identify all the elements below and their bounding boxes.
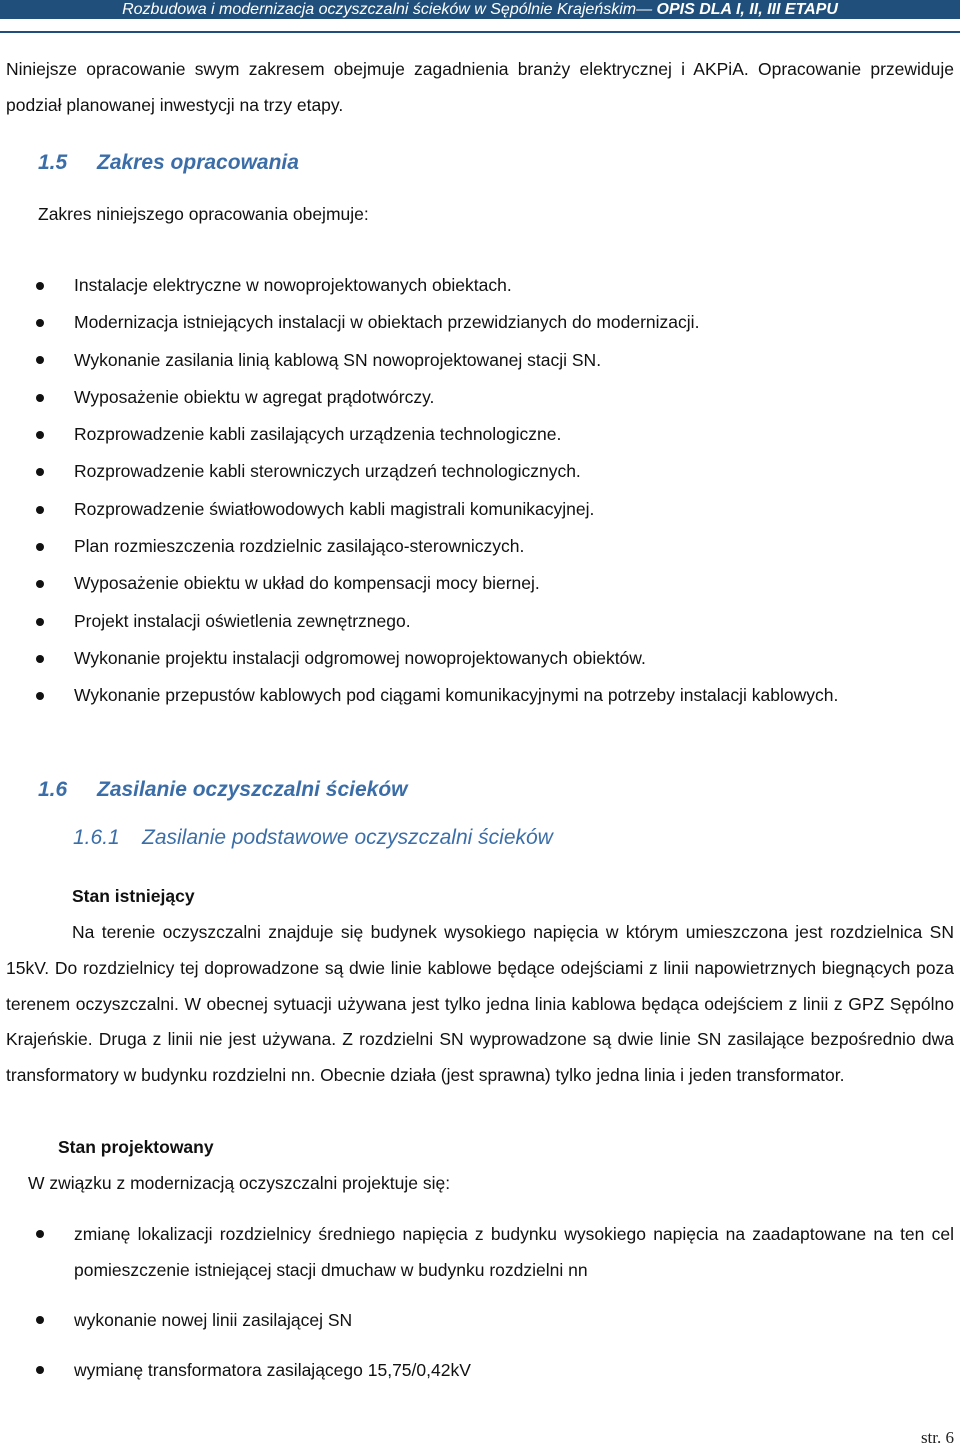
- list-item-text: Instalacje elektryczne w nowoprojektowanych obiektach.: [74, 275, 512, 295]
- list-item: [0, 641, 954, 677]
- bullet-icon: [36, 1366, 44, 1374]
- list-item: [0, 1352, 954, 1388]
- list-item-text: Plan rozmieszczenia rozdzielnic zasilająco-sterowniczych.: [74, 536, 525, 557]
- list-item: [0, 305, 954, 341]
- page-number: str. 6: [920, 1428, 954, 1447]
- list-item: [0, 566, 954, 602]
- list-item-text: zmianę lokalizacji rozdzielnicy średniego napięcia z budynku wysokiego napięcia na zaadaptowane na ten cel pomieszczenie istniejącej stacji dmuchaw w budynku rozdzielni nn: [74, 1224, 954, 1280]
- list-item-text: Wyposażenie obiektu w agregat prądotwórczy.: [74, 386, 435, 407]
- list-item-text: Rozprowadzenie kabli zasilających urządzenia technologiczne.: [74, 424, 562, 445]
- list-item: [0, 268, 954, 304]
- bullet-icon: [36, 282, 44, 290]
- list-item: [0, 678, 954, 714]
- bullet-icon: [36, 394, 44, 402]
- section-lead: Zakres niniejszego opracowania obejmuje:: [38, 204, 369, 224]
- bullet-icon: [36, 618, 44, 626]
- list-item: [0, 380, 954, 416]
- intro-paragraph: Niniejsze opracowanie swym zakresem obejmuje zagadnienia branży elektrycznej i AKPiA. Opracowanie przewiduje podział planowanej inwestycji na trzy etapy.: [6, 59, 954, 115]
- list-item: [0, 492, 954, 528]
- list-item: [0, 1302, 954, 1338]
- list-item: [0, 417, 954, 453]
- list-item-text: Wyposażenie obiektu w układ do kompensacji mocy biernej.: [74, 573, 540, 594]
- list-item-text: Wykonanie przepustów kablowych pod ciągami komunikacyjnymi na potrzeby instalacji kablowych.: [74, 685, 839, 706]
- bullet-icon: [36, 580, 44, 588]
- running-header: [0, 0, 960, 19]
- header-divider: [0, 31, 960, 33]
- bullet-icon: [36, 655, 44, 663]
- list-item-text: wykonanie nowej linii zasilającej SN: [74, 1310, 353, 1330]
- bullet-icon: [36, 319, 44, 327]
- section-number: 1.6: [38, 778, 68, 801]
- subsection-title: Zasilanie podstawowe oczyszczalni ścieków: [142, 826, 553, 849]
- scope-list: [0, 268, 954, 716]
- list-item-text: wymianę transformatora zasilającego 15,75/0,42kV: [74, 1360, 471, 1380]
- bullet-icon: [36, 692, 44, 700]
- list-item: [0, 1216, 954, 1288]
- bullet-icon: [36, 543, 44, 551]
- section-title: Zakres opracowania: [97, 151, 299, 174]
- section-number: 1.5: [38, 151, 68, 174]
- list-item: [0, 343, 954, 379]
- list-item-text: Rozprowadzenie kabli sterowniczych urządzeń technologicznych.: [74, 461, 581, 482]
- projected-state-lead: W związku z modernizacją oczyszczalni projektuje się:: [28, 1173, 451, 1193]
- projected-list: [0, 1216, 954, 1402]
- bullet-icon: [36, 431, 44, 439]
- bullet-icon: [36, 468, 44, 476]
- list-item-text: Wykonanie projektu instalacji odgromowej nowoprojektowanych obiektów.: [74, 647, 646, 668]
- bullet-icon: [36, 1316, 44, 1324]
- subsection-number: 1.6.1: [73, 826, 120, 849]
- bullet-icon: [36, 1230, 44, 1238]
- section-heading-1-6-1: [73, 826, 553, 850]
- list-item: [0, 529, 954, 565]
- section-title: Zasilanie oczyszczalni ścieków: [97, 778, 408, 801]
- bullet-icon: [36, 356, 44, 364]
- projected-state-heading: Stan projektowany: [58, 1137, 214, 1157]
- section-heading-1-6: [38, 778, 407, 802]
- section-heading-1-5: [38, 151, 299, 175]
- bullet-icon: [36, 506, 44, 514]
- list-item-text: Modernizacja istniejących instalacji w obiektach przewidzianych do modernizacji.: [74, 312, 700, 333]
- list-item: [0, 604, 954, 640]
- list-item: [0, 454, 954, 490]
- existing-state-paragraph: Na terenie oczyszczalni znajduje się budynek wysokiego napięcia w którym umieszczona jest rozdzielnica SN 15kV. Do rozdzielnicy tej doprowadzone są dwie linie kablowe będące odejściami z linii napowietrznych biegnących poza terenem oczyszczalni. W obecnej sytuacji używana jest tylko jedna linia kablowa będąca odejściem z linii z GPZ Sępólno Krajeńskie. Druga z linii nie jest używana. Z rozdzielni SN wyprowadzone są dwie linie SN zasilające bezpośrednio dwa transformatory w budynku rozdzielni nn. Obecnie działa (jest sprawna) tylko jedna linia i jeden transformator.: [6, 922, 954, 1086]
- header-subtitle: OPIS DLA I, II, III ETAPU: [656, 1, 838, 18]
- existing-state-heading: Stan istniejący: [72, 886, 195, 906]
- header-title: Rozbudowa i modernizacja oczyszczalni ścieków w Sępólnie Krajeńskim—: [122, 1, 657, 18]
- list-item-text: Rozprowadzenie światłowodowych kabli magistrali komunikacyjnej.: [74, 498, 595, 519]
- list-item-text: Wykonanie zasilania linią kablową SN nowoprojektowanej stacji SN.: [74, 349, 602, 370]
- list-item-text: Projekt instalacji oświetlenia zewnętrznego.: [74, 610, 411, 631]
